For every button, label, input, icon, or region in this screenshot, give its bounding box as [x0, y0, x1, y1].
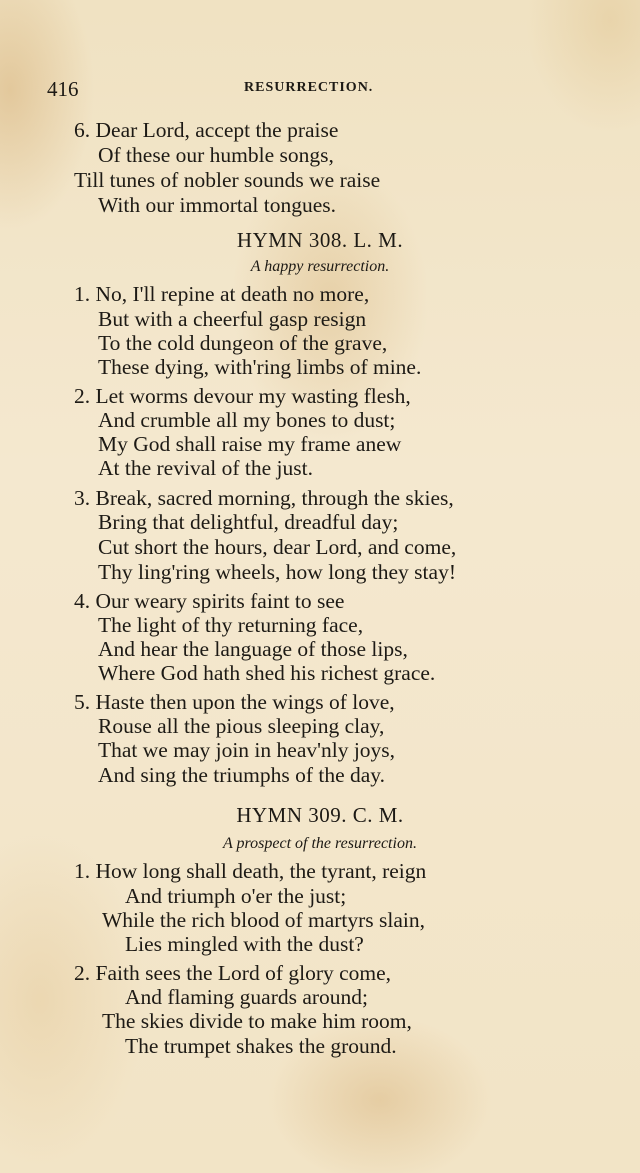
- verse-line: That we may join in heav'nly joys,: [98, 738, 396, 762]
- verse-line: These dying, with'ring limbs of mine.: [98, 355, 422, 379]
- verse-line: Cut short the hours, dear Lord, and come,: [98, 535, 457, 559]
- verse-line: 4. Our weary spirits faint to see: [74, 589, 345, 613]
- verse-line: And crumble all my bones to dust;: [98, 408, 396, 432]
- verse-line: And triumph o'er the just;: [125, 884, 347, 908]
- verse-line: The trumpet shakes the ground.: [125, 1034, 397, 1058]
- verse-line: And sing the triumphs of the day.: [98, 763, 386, 787]
- page-header: [0, 77, 640, 103]
- verse-line: With our immortal tongues.: [98, 193, 336, 217]
- page-number: 416: [47, 77, 79, 101]
- verse-line: While the rich blood of martyrs slain,: [102, 908, 426, 932]
- hymn-title: HYMN 309. C. M.: [236, 803, 404, 827]
- verse-line: 6. Dear Lord, accept the praise: [74, 118, 339, 142]
- hymn-subtitle: A happy resurrection.: [250, 258, 390, 275]
- verse-line: My God shall raise my frame anew: [98, 432, 402, 456]
- verse-line: And flaming guards around;: [125, 985, 369, 1009]
- verse-line: Of these our humble songs,: [98, 143, 334, 167]
- verse-line: 1. How long shall death, the tyrant, reign: [74, 859, 427, 883]
- verse-line: Where God hath shed his richest grace.: [98, 661, 436, 685]
- verse-line: 2. Faith sees the Lord of glory come,: [74, 961, 392, 985]
- verse-line: 2. Let worms devour my wasting flesh,: [74, 384, 411, 408]
- verse-line: 1. No, I'll repine at death no more,: [74, 282, 370, 306]
- verse-line: Till tunes of nobler sounds we raise: [74, 168, 381, 192]
- verse-line: Rouse all the pious sleeping clay,: [98, 714, 385, 738]
- verse-line: Lies mingled with the dust?: [125, 932, 364, 956]
- verse-line: The skies divide to make him room,: [102, 1009, 412, 1033]
- verse-line: And hear the language of those lips,: [98, 637, 408, 661]
- hymn-subtitle: A prospect of the resurrection.: [223, 835, 417, 852]
- verse-line: At the revival of the just.: [98, 456, 313, 480]
- verse-line: 5. Haste then upon the wings of love,: [74, 690, 395, 714]
- verse-line: But with a cheerful gasp resign: [98, 307, 367, 331]
- running-title: RESURRECTION.: [244, 80, 374, 95]
- verse-line: To the cold dungeon of the grave,: [98, 331, 388, 355]
- verse-line: Thy ling'ring wheels, how long they stay!: [98, 560, 456, 584]
- hymn-title: HYMN 308. L. M.: [236, 228, 404, 252]
- verse-line: Bring that delightful, dreadful day;: [98, 510, 399, 534]
- verse-line: 3. Break, sacred morning, through the skies,: [74, 486, 454, 510]
- verse-line: The light of thy returning face,: [98, 613, 364, 637]
